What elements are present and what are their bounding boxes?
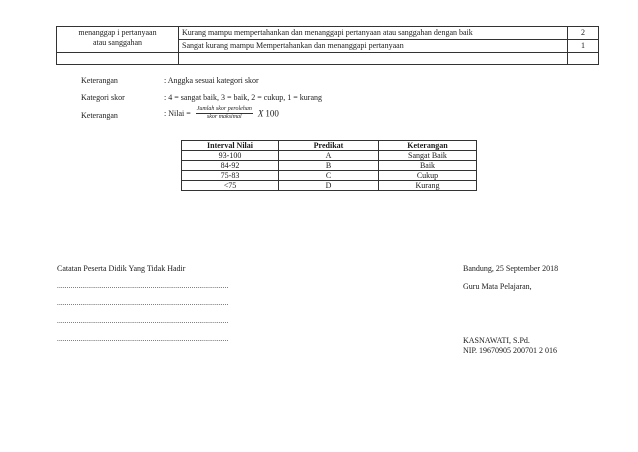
kategori-skor-label: Kategori skor bbox=[81, 93, 125, 102]
predikat-cell: B bbox=[279, 161, 379, 171]
kategori-skor-value: : 4 = sangat baik, 3 = baik, 2 = cukup, 1 = kurang bbox=[164, 93, 323, 102]
nilai-prefix: : Nilai = bbox=[164, 109, 191, 118]
table-row bbox=[57, 53, 599, 65]
table-row bbox=[57, 27, 599, 40]
rubric-score: 1 bbox=[568, 40, 599, 53]
predikat-cell: A bbox=[279, 151, 379, 161]
place-date: Bandung, 25 September 2018 bbox=[463, 264, 559, 273]
nilai-formula bbox=[164, 106, 279, 121]
rubric-table bbox=[56, 26, 599, 65]
interval-cell: 93-100 bbox=[182, 151, 279, 161]
signer-role: Guru Mata Pelajaran, bbox=[463, 282, 532, 291]
column-header: Keterangan bbox=[379, 141, 477, 151]
rubric-description: Sangat kurang mampu Mempertahankan dan menanggapi pertanyaan bbox=[179, 40, 568, 53]
criterion-line: atau sanggahan bbox=[92, 38, 143, 47]
interval-cell: <75 bbox=[182, 181, 279, 191]
interval-table bbox=[181, 140, 477, 191]
rubric-description: Kurang mampu mempertahankan dan menanggapi pertanyaan atau sanggahan dengan baik bbox=[179, 27, 568, 40]
dotted-line: ........................................................................................ bbox=[57, 317, 229, 325]
dotted-line: ........................................................................................ bbox=[57, 299, 229, 307]
keterangan-cell: Cukup bbox=[379, 171, 477, 181]
dotted-line: ........................................................................................ bbox=[57, 335, 229, 343]
keterangan-cell: Sangat Baik bbox=[379, 151, 477, 161]
fraction-denominator: skor maksimal bbox=[206, 114, 242, 120]
table-row bbox=[182, 181, 477, 191]
empty-cell bbox=[568, 53, 599, 65]
column-header: Predikat bbox=[279, 141, 379, 151]
column-header: Interval Nilai bbox=[182, 141, 279, 151]
keterangan-cell: Kurang bbox=[379, 181, 477, 191]
interval-cell: 84-92 bbox=[182, 161, 279, 171]
multiplier: 100 bbox=[265, 108, 279, 119]
fraction-numerator: Jumlah skor perolehan bbox=[196, 106, 252, 112]
criterion-cell bbox=[57, 27, 179, 53]
table-row bbox=[182, 151, 477, 161]
score-fraction bbox=[196, 106, 253, 121]
empty-cell bbox=[57, 53, 179, 65]
table-header-row bbox=[182, 141, 477, 151]
rubric-score: 2 bbox=[568, 27, 599, 40]
empty-cell bbox=[179, 53, 568, 65]
predikat-cell: D bbox=[279, 181, 379, 191]
dotted-line: ........................................................................................ bbox=[57, 282, 229, 290]
criterion-line: menanggap i pertanyaan bbox=[78, 28, 157, 37]
signer-name: KASNAWATI, S.Pd. bbox=[463, 336, 530, 345]
signer-nip: NIP. 19670905 200701 2 016 bbox=[463, 346, 558, 355]
predikat-cell: C bbox=[279, 171, 379, 181]
keterangan-cell: Baik bbox=[379, 161, 477, 171]
keterangan-label: Keterangan bbox=[81, 76, 118, 85]
multiply-sign: X bbox=[257, 108, 264, 119]
keterangan-value: : Anggka sesuai kategori skor bbox=[164, 76, 259, 85]
absent-notes-title: Catatan Peserta Didik Yang Tidak Hadir bbox=[57, 264, 186, 273]
table-row bbox=[182, 161, 477, 171]
interval-cell: 75-83 bbox=[182, 171, 279, 181]
keterangan-label: Keterangan bbox=[81, 111, 118, 120]
table-row bbox=[182, 171, 477, 181]
